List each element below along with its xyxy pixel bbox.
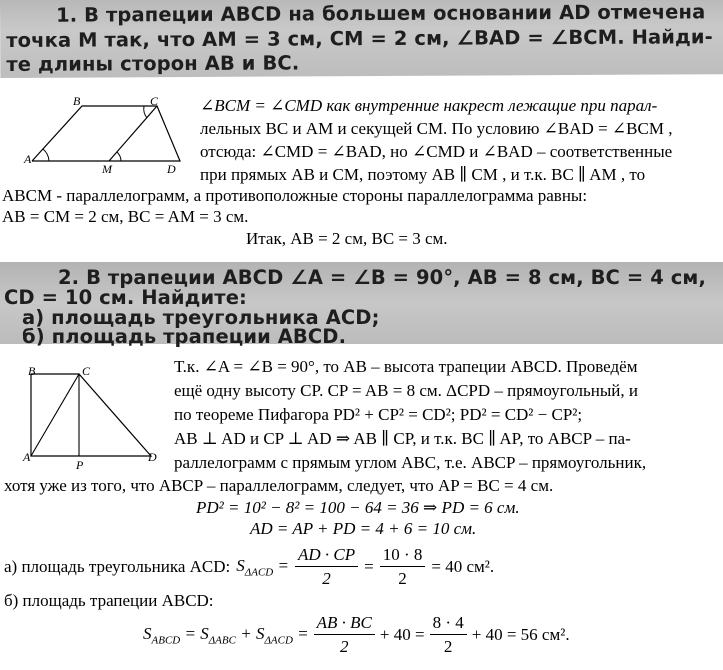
problem-2-line-2: CD = 10 см. Найдите: (4, 286, 247, 309)
solution-2-line-1: Т.к. ∠A = ∠B = 90°, то AB – высота трапеции ABCD. Проведём (174, 357, 638, 376)
solution-2-line-5: раллелограмм с прямым углом ABC, т.е. ABCP – прямоугольник, (174, 453, 647, 472)
figure-1-label-m: M (102, 162, 112, 176)
figure-1-label-a: A (24, 152, 32, 166)
solution-1-line-1: ∠BCM = ∠CMD как внутренние накрест лежащие при парал- (200, 96, 658, 115)
problem-1-statement (0, 0, 723, 78)
solution-1-line-5: ABCM - параллелограмм, а противоположные стороны параллелограмма равны: (2, 186, 588, 205)
angle-cmd-arc (117, 152, 121, 161)
answer-a-area-symbol: $S_{\Delta ACD}$ = (236, 555, 289, 579)
answer-a-fraction-1: $\frac{AD \cdot CP}{2}$ (295, 545, 358, 589)
trapezoid-outline (32, 106, 180, 161)
answer-b-fraction-1: $\frac{AB \cdot BC}{2}$ (314, 613, 375, 657)
figure-2-label-b: B (28, 364, 36, 378)
figure-1-label-c: C (150, 94, 159, 108)
solution-2-line-3: по теореме Пифагора PD² + CP² = CD²; PD² = CD² − CP²; (174, 405, 583, 424)
solution-2-line-6: хотя уже из того, что ABCP – параллелограмм, следует, что AP = BC = 4 см. (4, 476, 554, 495)
answer-b-fraction-2: $\frac{8 \cdot 4}{2}$ (430, 613, 467, 657)
segment-cm (109, 106, 157, 161)
trapezoid-outline (31, 374, 151, 456)
figure-1-label-d: D (167, 162, 176, 176)
problem-2-line-1: 2. В трапеции ABCD ∠A = ∠B = 90°, AB = 8 см, BC = 4 см, (58, 266, 706, 289)
solution-2-line-4: AB ⊥ AD и CP ⊥ AD ⇒ AB ∥ CP, и т.к. BC ∥ AP, то ABCP – па- (174, 429, 631, 448)
solution-1-line-6: AB = CM = 2 см, BC = AM = 3 см. (2, 207, 249, 226)
answer-a-label: а) площадь треугольника ACD: (4, 557, 231, 576)
answer-a: а) площадь треугольника ACD: $S_{\Delta ACD}$ = $\frac{AD \cdot CP}{2}$ = $\frac{10 \cdot 8}{2}$ = 40 см². (4, 545, 495, 588)
answer-a-result: = 40 см². (431, 557, 495, 576)
solution-2-line-2: ещё одну высоту CP. CP = AB = 8 см. ΔCPD – прямоугольный, и (174, 381, 638, 400)
solution-2-line-7: PD² = 10² − 8² = 100 − 64 = 36 ⇒ PD = 6 см. (196, 498, 520, 517)
answer-a-fraction-2: $\frac{10 \cdot 8}{2}$ (380, 545, 426, 589)
figure-2-label-a: A (23, 450, 31, 464)
answer-b-result: + 40 = 56 см². (471, 625, 570, 644)
diagonal-ac (31, 374, 79, 456)
problem-1-line-2: точка M так, что AM = 3 см, CM = 2 см, ∠BAD = ∠BCM. Найди- (6, 25, 713, 52)
problem-2-line-3: а) площадь треугольника ACD; (22, 306, 380, 329)
answer-b-area-terms: $S_{ABCD} = S_{\Delta ABC} + S_{\Delta ACD}$ = (143, 623, 309, 647)
figure-2-trapezoid (25, 366, 165, 466)
problem-2-statement (0, 262, 723, 348)
angle-a-arc (43, 149, 49, 161)
figure-1-label-b: B (73, 94, 81, 108)
solution-1-line-4: при прямых AB и CM, поэтому AB ∥ CM , и т.к. BC ∥ AM , то (200, 165, 646, 184)
figure-2-label-p: P (76, 458, 84, 472)
solution-1-conclusion: Итак, AB = 2 см, BC = 3 см. (246, 229, 448, 248)
angle-bcm-arc (144, 106, 147, 118)
answer-b-plus-40: + 40 = (379, 625, 425, 644)
solution-1-line-3: отсюда: ∠CMD = ∠BAD, но ∠CMD и ∠BAD – соответственные (200, 142, 673, 161)
figure-2-label-d: D (148, 450, 157, 464)
figure-2-label-c: C (82, 364, 91, 378)
answer-b-formula (143, 613, 570, 657)
solution-2-line-8: AD = AP + PD = 4 + 6 = 10 см. (250, 519, 477, 538)
problem-1-line-1: 1. В трапеции ABCD на большем основании AD отмечена (56, 0, 706, 27)
problem-2-line-4: б) площадь трапеции ABCD. (22, 325, 347, 348)
answer-b-label: б) площадь трапеции ABCD: (4, 591, 214, 610)
solution-1-line-2: лельных BC и AM и секущей CM. По условию ∠BAD = ∠BCM , (200, 119, 673, 138)
problem-1-line-3: те длины сторон AB и BC. (6, 51, 300, 76)
